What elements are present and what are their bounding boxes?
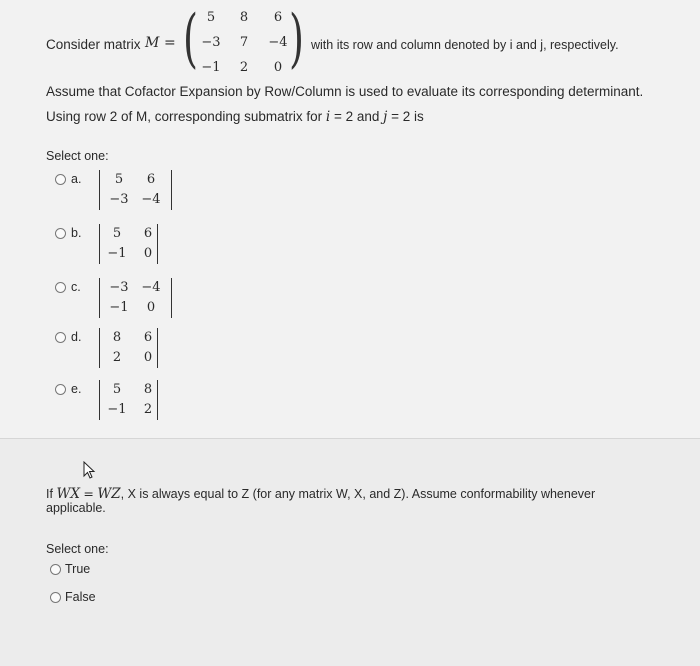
- radio-option-b[interactable]: [55, 228, 66, 239]
- option-matrix-cell: 8: [112, 330, 122, 345]
- left-paren: (: [183, 2, 198, 76]
- option-matrix-cell: 2: [112, 350, 122, 365]
- q2-line2: applicable.: [46, 501, 106, 515]
- q2-line1: [46, 486, 595, 502]
- q2-lhs: WX: [56, 486, 80, 502]
- radio-true[interactable]: [50, 564, 61, 575]
- matrix-m-cell: 2: [239, 60, 249, 75]
- option-label[interactable]: b.: [71, 226, 82, 240]
- option-true-label[interactable]: True: [65, 562, 91, 576]
- q1-line2: Assume that Cofactor Expansion by Row/Column is used to evaluate its corresponding determinant.: [46, 84, 644, 99]
- matrix-m-cell: −3: [201, 35, 221, 50]
- radio-option-e[interactable]: [55, 384, 66, 395]
- radio-false[interactable]: [50, 592, 61, 603]
- option-matrix-cell: 8: [143, 382, 153, 397]
- matrix-m-cell: −1: [201, 60, 221, 75]
- matrix-m-cell: 0: [273, 60, 283, 75]
- option-matrix-cell: −1: [107, 402, 127, 417]
- equals-sign: =: [164, 35, 176, 51]
- q2-if: If: [46, 487, 53, 501]
- option-matrix-cell: −1: [107, 246, 127, 261]
- option-matrix-cell: 5: [114, 172, 124, 187]
- determinant-left-bar: [99, 170, 100, 210]
- option-matrix-cell: 2: [143, 402, 153, 417]
- q2-rhs: WZ: [97, 486, 121, 502]
- q2-eq: =: [83, 486, 94, 501]
- option-label[interactable]: a.: [71, 172, 82, 186]
- q1-line3: [46, 109, 424, 125]
- option-matrix-cell: −1: [109, 300, 129, 315]
- question-2-panel: [0, 439, 700, 666]
- j-symbol: j: [383, 109, 388, 125]
- matrix-m-cell: 5: [206, 10, 216, 25]
- option-label[interactable]: c.: [71, 280, 81, 294]
- radio-option-d[interactable]: [55, 332, 66, 343]
- right-paren: ): [289, 2, 304, 76]
- option-matrix-cell: 0: [143, 246, 153, 261]
- matrix-symbol-m: M: [145, 35, 160, 51]
- option-label[interactable]: e.: [71, 382, 82, 396]
- determinant-left-bar: [99, 328, 100, 368]
- option-false-label[interactable]: False: [65, 590, 96, 604]
- determinant-left-bar: [99, 278, 100, 318]
- matrix-m-cell: 8: [239, 10, 249, 25]
- matrix-m-cell: 6: [273, 10, 283, 25]
- option-matrix-cell: 5: [112, 382, 122, 397]
- determinant-right-bar: [171, 278, 172, 318]
- radio-option-a[interactable]: [55, 174, 66, 185]
- q1-intro-suffix: with its row and column denoted by i and j, respectively.: [311, 38, 619, 52]
- determinant-left-bar: [99, 380, 100, 420]
- matrix-m-cell: 7: [239, 35, 249, 50]
- option-matrix-cell: −4: [141, 280, 161, 295]
- option-matrix-cell: 6: [146, 172, 156, 187]
- option-matrix-cell: −4: [141, 192, 161, 207]
- determinant-left-bar: [99, 224, 100, 264]
- option-matrix-cell: 6: [143, 330, 153, 345]
- option-matrix-cell: −3: [109, 192, 129, 207]
- matrix-m-cell: −4: [268, 35, 288, 50]
- q2-select-one: Select one:: [46, 542, 109, 556]
- radio-option-c[interactable]: [55, 282, 66, 293]
- determinant-right-bar: [171, 170, 172, 210]
- i-symbol: i: [325, 109, 331, 125]
- j-equals: = 2 is: [391, 109, 424, 124]
- line3-prefix: Using row 2 of M, corresponding submatrix for: [46, 109, 323, 124]
- option-matrix-cell: 6: [143, 226, 153, 241]
- option-label[interactable]: d.: [71, 330, 82, 344]
- option-matrix-cell: 5: [112, 226, 122, 241]
- option-matrix-cell: 0: [146, 300, 156, 315]
- option-matrix-cell: −3: [109, 280, 129, 295]
- option-matrix-cell: 0: [143, 350, 153, 365]
- q2-rest1: , X is always equal to Z (for any matrix W, X, and Z). Assume conformability whenever: [120, 487, 596, 501]
- q1-intro-prefix: Consider matrix: [46, 37, 141, 52]
- q1-select-one: Select one:: [46, 149, 109, 163]
- i-equals: = 2 and: [333, 109, 380, 124]
- mouse-cursor-icon: [83, 461, 97, 481]
